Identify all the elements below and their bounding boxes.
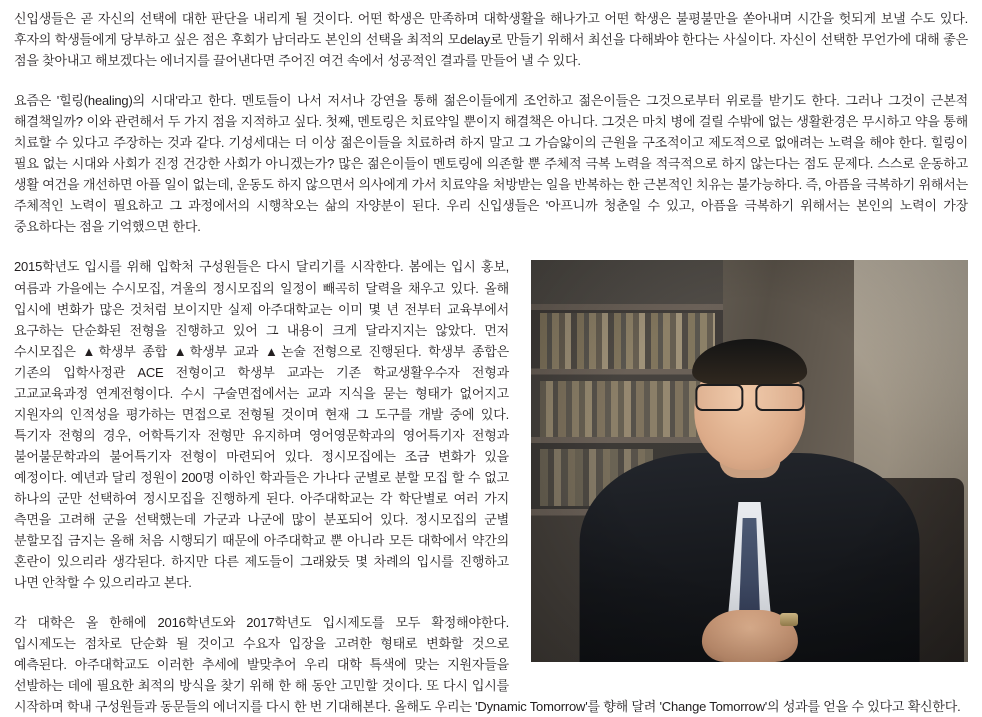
text-with-image-block (14, 256, 968, 717)
paragraph-1: 신입생들은 곧 자신의 선택에 대한 판단을 내리게 될 것이다. 어떤 학생은 만족하며 대학생활을 해나가고 어떤 학생은 불평불만을 쏟아내며 시간을 헛되게 보낼 수도 있다. 후자의 학생들에게 당부하고 싶은 점은 후회가 남더라도 본인의 선택을 최적의 모delay로 만들기 위해서 최선을 다해봐야 한다는 사실이다. 자신이 선택한 무언가에 대해 좋은 점을 찾아내고 해보겠다는 에너지를 끌어낸다면 주어진 여건 속에서 성공적인 결과를 만들어 낼 수 있다. (14, 11, 968, 69)
paragraph-2: 요즘은 '힐링(healing)의 시대'라고 한다. 멘토들이 나서 저서나 강연을 통해 젊은이들에게 조언하고 젊은이들은 그것으로부터 위로를 받기도 한다. 그러나 그것이 근본적 해결책일까? 이와 관련해서 두 가지 점을 지적하고 싶다. 첫째, 멘토링은 치료약일 뿐이지 해결책은 아니다. 그것은 마치 병에 걸릴 수밖에 없는 생활환경은 무시하고 약을 통해 치료할 수 있다고 주장하는 것과 같다. 기성세대는 더 이상 젊은이들을 치료하려 하지 말고 그 가슴앓이의 근원을 구조적이고 제도적으로 없애려는 노력을 해야 한다. 힐링이 필요 없는 시대와 사회가 진정 건강한 사회가 아니겠는가? 많은 젊은이들이 멘토링에 의존할 뿐 주체적 극복 노력을 적극적으로 하지 않는다는 점도 문제다. 스스로 운동하고 생활 여건을 개선하면 아플 일이 없는데, 운동도 하지 않으면서 의사에게 가서 치료약을 처방받는 일을 반복하는 한 근본적인 치유는 불가능하다. 즉, 아픔을 극복하기 위해서는 주체적인 노력이 필요하고 그 과정에서의 시행착오는 삶의 자양분이 된다. 우리 신입생들은 '아프니까 청춘일 수 있고, 아픔을 극복하기 위해서는 본인의 노력이 가장 중요하다는 점을 기억했으면 한다. (14, 93, 968, 235)
paragraph-4: 각 대학은 올 한해에 2016학년도와 2017학년도 입시제도를 모두 확정해야한다. 입시제도는 점차로 단순화 될 것이고 수요자 입장을 고려한 형태로 변화할 것으로 예측된다. 아주대학교도 이러한 추세에 발맞추어 우리 대학 특색에 맞는 지원자들을 선발하는 데에 필요한 최적의 방식을 찾기 위해 한 해 동안 고민할 것이다. 또 다시 입시를 시작하며 학내 구성원들과 동문들의 에너지를 다시 한 번 기대해본다. 올해도 우리는 'Dynamic Tomorrow'를 향해 달려 'Change Tomorrow'의 성과를 얻을 수 있다고 확신한다. (14, 615, 961, 715)
photo-vignette (531, 260, 968, 662)
portrait-photo (531, 260, 968, 662)
paragraph-3: 2015학년도 입시를 위해 입학처 구성원들은 다시 달리기를 시작한다. 봄에는 입시 홍보, 여름과 가을에는 수시모집, 겨울의 정시모집의 일정이 빼곡히 달력을 채우고 있다. 올해 입시에 변화가 많은 것처럼 보이지만 실제 아주대학교는 이미 몇 년 전부터 교육부에서 요구하는 단순화된 전형을 진행하고 있어 그 내용이 크게 달라지지는 않았다. 먼저 수시모집은 ▲학생부 종합 ▲학생부 교과 ▲논술 전형으로 진행된다. 학생부 종합은 기존의 입학사정관 ACE 전형이고 학생부 교과는 기존 학교생활우수자 전형과 고교교육과정 연계전형이다. 수시 구술면접에서는 교과 지식을 묻는 형태가 없어지고 지원자의 인적성을 평가하는 면접으로 전형될 것이며 현재 그 도구를 개발 중에 있다. 특기자 전형의 경우, 어학특기자 전형만 유지하며 영어영문학과의 영어특기자 전형과 불어불문학과의 불어특기자 전형이 마련되어 있다. 정시모집에는 조금 변화가 있을 예정이다. 예년과 달리 정원이 200명 이하인 학과들은 가나다 군별로 분할 모집 할 수 없고 하나의 군만 선택하여 정시모집을 진행하게 된다. 아주대학교는 각 학단별로 여러 가지 측면을 고려해 군을 선택했는데 가군과 나군에 많이 분포되어 있다. 정시모집의 군별 분할모집 금지는 올해 처음 시행되기 때문에 아주대학교 뿐 아니라 모든 대학에서 약간의 혼란이 있으리라 생각된다. 하지만 다른 제도들이 그래왔듯 몇 차례의 입시를 진행하고 나면 안착할 수 있으리라고 본다. (14, 259, 509, 591)
